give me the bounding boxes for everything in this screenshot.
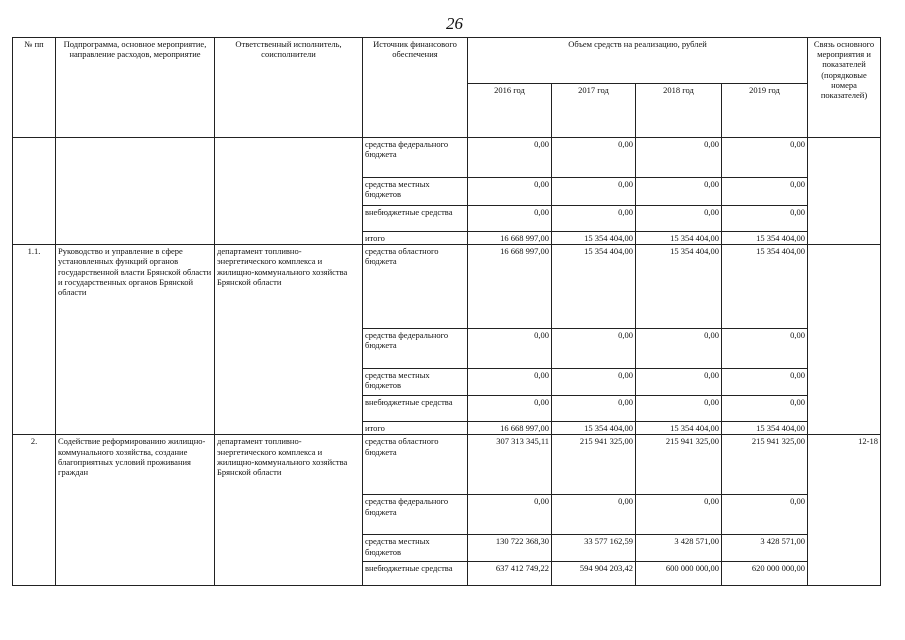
row-link xyxy=(808,138,881,245)
row-num: 1.1. xyxy=(13,245,56,435)
row-num xyxy=(13,138,56,245)
row-program xyxy=(56,138,215,245)
value-cell: 0,00 xyxy=(636,206,722,232)
header-program: Подпрограмма, основное мероприятие, направление расходов, мероприятие xyxy=(56,38,215,138)
value-cell: 0,00 xyxy=(636,178,722,206)
value-cell: 0,00 xyxy=(722,396,808,422)
row-source: внебюджетные средства xyxy=(363,396,468,422)
header-source: Источник финансового обеспечения xyxy=(363,38,468,138)
row-executor: департамент топливно-энергетического комплекса и жилищно-коммунального хозяйства Брянской области xyxy=(215,245,363,435)
value-cell: 15 354 404,00 xyxy=(552,232,636,245)
value-cell: 0,00 xyxy=(552,329,636,369)
page-number: 26 xyxy=(446,14,463,33)
row-executor: департамент топливно-энергетического комплекса и жилищно-коммунального хозяйства Брянской области xyxy=(215,435,363,586)
value-cell: 0,00 xyxy=(722,178,808,206)
value-cell: 0,00 xyxy=(636,369,722,396)
value-cell: 0,00 xyxy=(722,138,808,178)
value-cell: 3 428 571,00 xyxy=(636,535,722,562)
value-cell: 0,00 xyxy=(722,206,808,232)
value-cell: 0,00 xyxy=(468,329,552,369)
value-cell: 215 941 325,00 xyxy=(552,435,636,495)
row-source: внебюджетные средства xyxy=(363,562,468,586)
header-year-2017: 2017 год xyxy=(552,84,636,138)
value-cell: 0,00 xyxy=(722,495,808,535)
value-cell: 16 668 997,00 xyxy=(468,245,552,329)
value-cell: 0,00 xyxy=(722,329,808,369)
row-source: итого xyxy=(363,422,468,435)
budget-table xyxy=(12,37,881,586)
value-cell: 594 904 203,42 xyxy=(552,562,636,586)
row-num: 2. xyxy=(13,435,56,586)
row-program: Содействие реформированию жилищно-коммунального хозяйства, создание благоприятных условий проживания граждан xyxy=(56,435,215,586)
value-cell: 15 354 404,00 xyxy=(636,232,722,245)
value-cell: 0,00 xyxy=(468,178,552,206)
row-link: 12-18 xyxy=(808,435,881,586)
value-cell: 0,00 xyxy=(552,206,636,232)
row-executor xyxy=(215,138,363,245)
value-cell: 637 412 749,22 xyxy=(468,562,552,586)
value-cell: 0,00 xyxy=(468,369,552,396)
value-cell: 0,00 xyxy=(468,206,552,232)
row-source: средства областного бюджета xyxy=(363,435,468,495)
value-cell: 15 354 404,00 xyxy=(552,422,636,435)
row-program: Руководство и управление в сфере установленных функций органов государственной власти Брянской области и государственных органов Брянской области xyxy=(56,245,215,435)
value-cell: 0,00 xyxy=(552,138,636,178)
value-cell: 0,00 xyxy=(552,369,636,396)
header-year-2018: 2018 год xyxy=(636,84,722,138)
value-cell: 15 354 404,00 xyxy=(552,245,636,329)
row-source: внебюджетные средства xyxy=(363,206,468,232)
value-cell: 0,00 xyxy=(636,495,722,535)
table-row xyxy=(13,435,881,495)
value-cell: 600 000 000,00 xyxy=(636,562,722,586)
value-cell: 15 354 404,00 xyxy=(722,232,808,245)
table-row xyxy=(13,138,881,178)
value-cell: 16 668 997,00 xyxy=(468,232,552,245)
value-cell: 15 354 404,00 xyxy=(722,422,808,435)
value-cell: 33 577 162,59 xyxy=(552,535,636,562)
header-link: Связь основного мероприятия и показателей (порядковые номера показателей) xyxy=(808,38,881,138)
row-source: средства местных бюджетов xyxy=(363,369,468,396)
value-cell: 130 722 368,30 xyxy=(468,535,552,562)
value-cell: 0,00 xyxy=(722,369,808,396)
value-cell: 15 354 404,00 xyxy=(636,422,722,435)
row-source: средства областного бюджета xyxy=(363,245,468,329)
value-cell: 0,00 xyxy=(636,138,722,178)
value-cell: 620 000 000,00 xyxy=(722,562,808,586)
value-cell: 0,00 xyxy=(468,396,552,422)
value-cell: 0,00 xyxy=(552,396,636,422)
header-volume: Объем средств на реализацию, рублей xyxy=(468,38,808,84)
value-cell: 215 941 325,00 xyxy=(636,435,722,495)
value-cell: 0,00 xyxy=(468,138,552,178)
row-source: итого xyxy=(363,232,468,245)
row-source: средства местных бюджетов xyxy=(363,535,468,562)
value-cell: 16 668 997,00 xyxy=(468,422,552,435)
row-source: средства местных бюджетов xyxy=(363,178,468,206)
header-year-2016: 2016 год xyxy=(468,84,552,138)
value-cell: 15 354 404,00 xyxy=(722,245,808,329)
value-cell: 0,00 xyxy=(552,178,636,206)
row-link xyxy=(808,245,881,435)
row-source: средства федерального бюджета xyxy=(363,495,468,535)
row-source: средства федерального бюджета xyxy=(363,329,468,369)
value-cell: 0,00 xyxy=(636,396,722,422)
value-cell: 0,00 xyxy=(552,495,636,535)
value-cell: 215 941 325,00 xyxy=(722,435,808,495)
value-cell: 3 428 571,00 xyxy=(722,535,808,562)
value-cell: 0,00 xyxy=(636,329,722,369)
table-header xyxy=(13,38,881,138)
header-year-2019: 2019 год xyxy=(722,84,808,138)
value-cell: 0,00 xyxy=(468,495,552,535)
table-row xyxy=(13,245,881,329)
header-executor: Ответственный исполнитель, соисполнители xyxy=(215,38,363,138)
value-cell: 307 313 345,11 xyxy=(468,435,552,495)
header-num: № пп xyxy=(13,38,56,138)
row-source: средства федерального бюджета xyxy=(363,138,468,178)
value-cell: 15 354 404,00 xyxy=(636,245,722,329)
